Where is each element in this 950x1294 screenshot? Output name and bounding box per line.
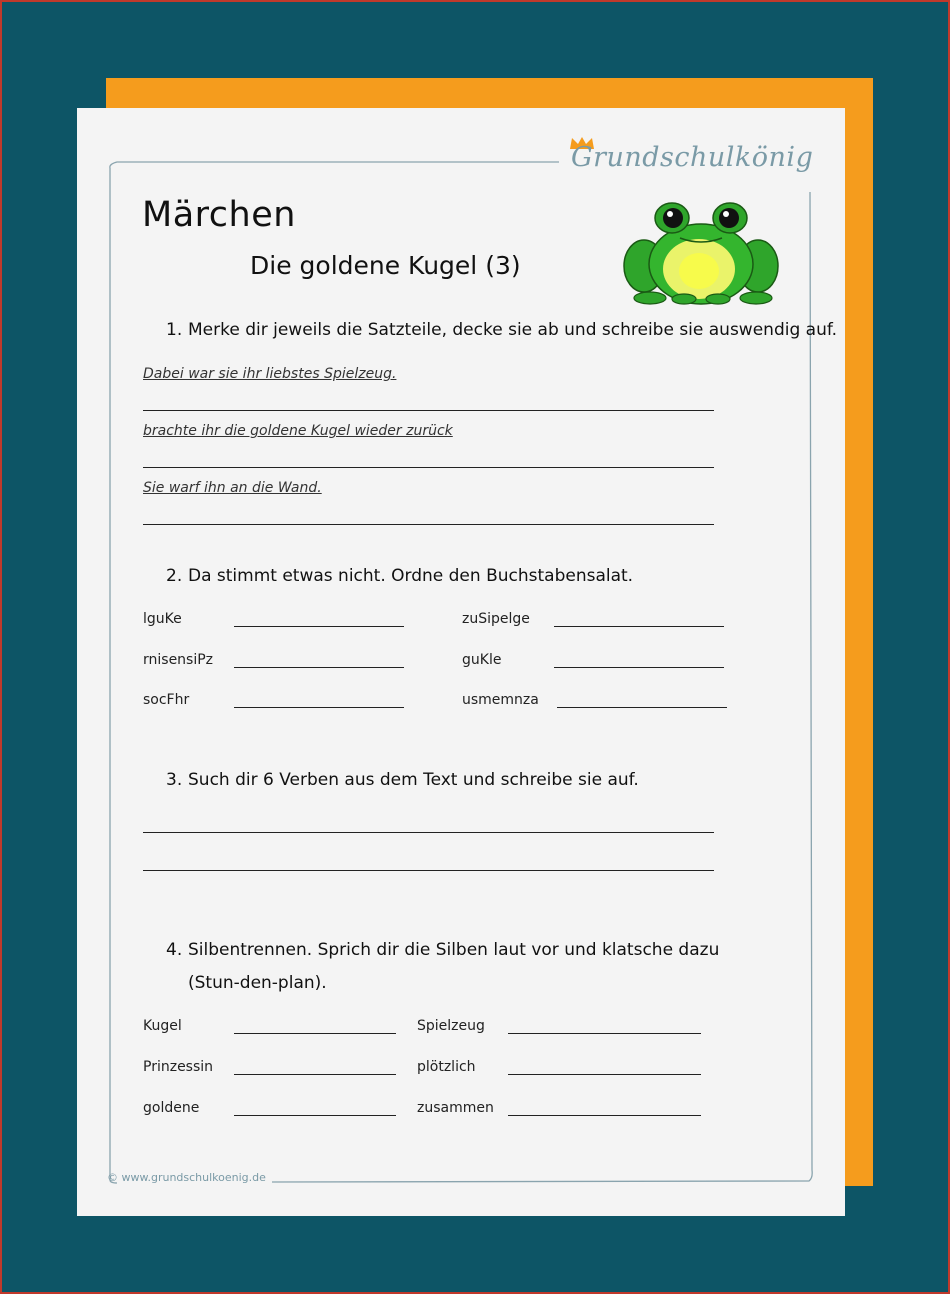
task-2-number: 2. [166, 566, 183, 586]
writing-line[interactable] [143, 870, 714, 871]
task-1-text: Merke dir jeweils die Satzteile, decke sie ab und schreibe sie auswendig auf. [188, 320, 837, 340]
frog-icon [622, 196, 782, 308]
task-1-phrase-2: brachte ihr die goldene Kugel wieder zurück [143, 423, 453, 439]
page-title: Märchen [142, 195, 296, 235]
answer-line[interactable] [508, 1033, 701, 1034]
task-4-number: 4. [166, 940, 183, 960]
answer-line[interactable] [554, 667, 724, 668]
syllable-word: Prinzessin [143, 1059, 214, 1075]
answer-line[interactable] [554, 626, 724, 627]
syllable-word: zusammen [417, 1100, 494, 1116]
writing-line[interactable] [143, 410, 714, 411]
page-subtitle: Die goldene Kugel (3) [250, 251, 521, 280]
worksheet-page [77, 108, 845, 1216]
task-3-number: 3. [166, 770, 183, 790]
writing-line[interactable] [143, 467, 714, 468]
answer-line[interactable] [234, 667, 404, 668]
answer-line[interactable] [234, 1033, 396, 1034]
answer-line[interactable] [557, 707, 727, 708]
task-1-phrase-3: Sie warf ihn an die Wand. [143, 480, 322, 496]
syllable-word: Spielzeug [417, 1018, 485, 1034]
answer-line[interactable] [234, 707, 404, 708]
scrambled-word: socFhr [143, 692, 190, 708]
answer-line[interactable] [234, 1115, 396, 1116]
scrambled-word: guKle [462, 652, 502, 668]
footer-copyright[interactable]: © www.grundschulkoenig.de [107, 1171, 266, 1184]
syllable-word: Kugel [143, 1018, 182, 1034]
task-1-instruction [166, 320, 837, 340]
brand-logo: Grundschulkönig [571, 142, 814, 173]
task-1-phrase-1: Dabei war sie ihr liebstes Spielzeug. [143, 366, 397, 382]
task-2-instruction [166, 566, 633, 586]
answer-line[interactable] [234, 1074, 396, 1075]
writing-line[interactable] [143, 832, 714, 833]
task-4-instruction [166, 940, 719, 960]
syllable-word: goldene [143, 1100, 200, 1116]
scrambled-word: lguKe [143, 611, 182, 627]
answer-line[interactable] [234, 626, 404, 627]
scrambled-word: rnisensiPz [143, 652, 214, 668]
task-2-text: Da stimmt etwas nicht. Ordne den Buchstabensalat. [188, 566, 634, 586]
answer-line[interactable] [508, 1115, 701, 1116]
writing-line[interactable] [143, 524, 714, 525]
syllable-word: plötzlich [417, 1059, 476, 1075]
scrambled-word: usmemnza [462, 692, 539, 708]
scrambled-word: zuSipelge [462, 611, 530, 627]
answer-line[interactable] [508, 1074, 701, 1075]
task-4-text-line-2: (Stun-den-plan). [188, 973, 327, 993]
task-3-instruction [166, 770, 639, 790]
task-3-text: Such dir 6 Verben aus dem Text und schreibe sie auf. [188, 770, 639, 790]
task-4-text-line-1: Silbentrennen. Sprich dir die Silben laut vor und klatsche dazu [188, 940, 720, 960]
task-1-number: 1. [166, 320, 183, 340]
